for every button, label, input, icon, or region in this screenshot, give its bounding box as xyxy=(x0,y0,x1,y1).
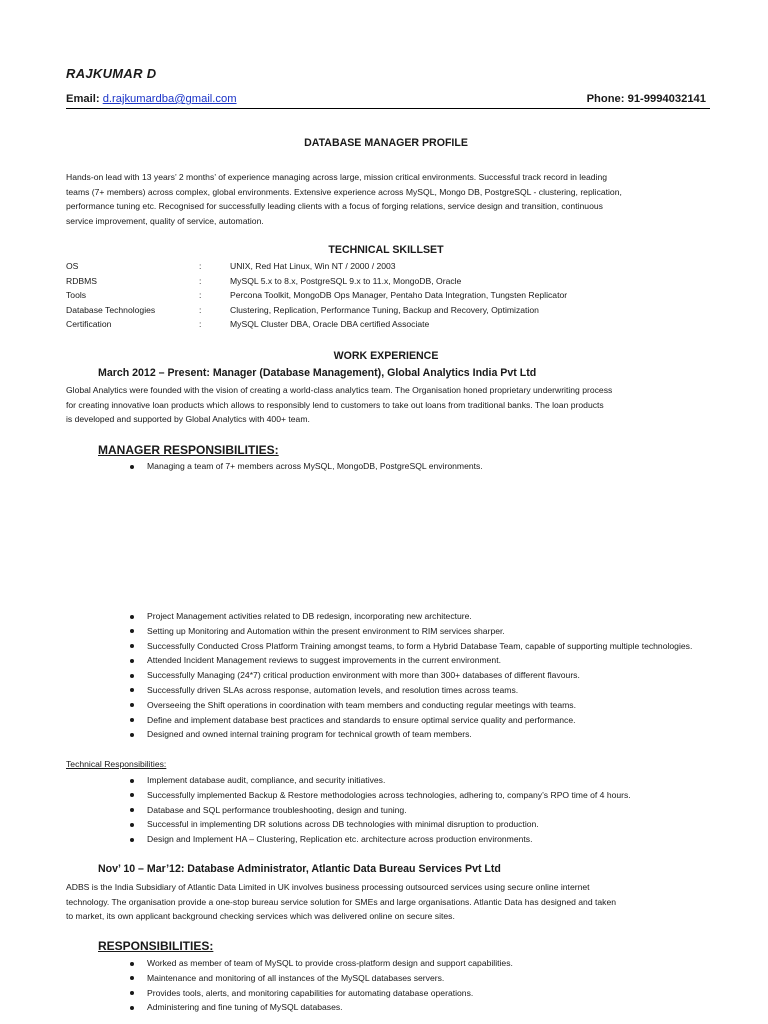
list-item xyxy=(130,1000,706,1015)
bullet-icon xyxy=(130,703,134,707)
list-item xyxy=(130,624,706,639)
list-item xyxy=(130,986,706,1001)
list-item-text: Maintenance and monitoring of all instances of the MySQL databases servers. xyxy=(147,972,445,983)
list-item xyxy=(130,713,706,728)
skill-key: Database Technologies xyxy=(66,304,156,315)
bullet-icon xyxy=(130,808,134,812)
skill-separator: : xyxy=(199,290,202,301)
work-heading: WORK EXPERIENCE xyxy=(333,350,439,362)
list-item-text: Setting up Monitoring and Automation within the present environment to RIM services sharper. xyxy=(147,625,505,636)
technical-responsibilities-heading: Technical Responsibilities: xyxy=(66,759,167,769)
list-item-text: Provides tools, alerts, and monitoring capabilities for automating database operations. xyxy=(147,987,474,998)
job1-title: March 2012 – Present: Manager (Database Management), Global Analytics India Pvt Ltd xyxy=(98,367,537,379)
candidate-name: RAJKUMAR D xyxy=(66,66,157,81)
job1-description-line: Global Analytics were founded with the vision of creating a world-class analytics team. The Organisation honed proprietary underwriting process xyxy=(66,385,613,395)
skill-row xyxy=(66,290,706,305)
bullet-icon xyxy=(130,838,134,842)
skill-value: MySQL Cluster DBA, Oracle DBA certified Associate xyxy=(230,319,430,330)
skills-heading: TECHNICAL SKILLSET xyxy=(328,244,444,256)
bullet-icon xyxy=(130,1006,134,1010)
list-item-text: Successful in implementing DR solutions across DB technologies with minimal disruption to production. xyxy=(147,819,539,830)
job1-description-line: is developed and supported by Global Analytics with 400+ team. xyxy=(66,414,310,425)
bullet-icon xyxy=(130,465,134,469)
skill-row xyxy=(66,276,706,291)
list-item xyxy=(130,773,706,788)
manager-responsibilities-first xyxy=(130,459,706,474)
skill-row xyxy=(66,319,706,334)
list-item-text: Successfully implemented Backup & Restore methodologies across technologies, adhering to, company’s RPO time of 4 hours. xyxy=(147,789,631,800)
profile-summary xyxy=(66,170,702,229)
bullet-icon xyxy=(130,733,134,737)
skill-value: Percona Toolkit, MongoDB Ops Manager, Pentaho Data Integration, Tungsten Replicator xyxy=(230,290,568,301)
skill-row xyxy=(66,305,706,320)
list-item-text: Overseeing the Shift operations in coordination with team members and conducting regular meetings with teams. xyxy=(147,699,576,710)
bullet-icon xyxy=(130,644,134,648)
responsibilities-list xyxy=(130,956,706,1015)
email-link[interactable]: d.rajkumardba@gmail.com xyxy=(102,93,237,105)
list-item xyxy=(130,698,706,713)
bullet-icon xyxy=(130,629,134,633)
list-item-text: Database and SQL performance troubleshooting, design and tuning. xyxy=(147,804,407,815)
manager-responsibilities-list xyxy=(130,609,706,742)
technical-responsibilities-list xyxy=(130,773,706,847)
list-item-text: Attended Incident Management reviews to suggest improvements in the current environment. xyxy=(147,655,501,666)
list-item-text: Design and Implement HA – Clustering, Replication etc. architecture across production environments. xyxy=(147,834,533,845)
skill-key: OS xyxy=(66,261,79,271)
job2-description xyxy=(66,880,702,924)
skill-key: Certification xyxy=(66,319,112,330)
bullet-icon xyxy=(130,718,134,722)
email-label: Email: xyxy=(66,93,100,105)
skill-value: Clustering, Replication, Performance Tuning, Backup and Recovery, Optimization xyxy=(230,304,539,315)
profile-line: Hands-on lead with 13 years’ 2 months’ of experience managing across large, mission critical environments. Successful track record in leading xyxy=(66,172,608,182)
bullet-icon xyxy=(130,688,134,692)
bullet-icon xyxy=(130,779,134,783)
skill-value: MySQL 5.x to 8.x, PostgreSQL 9.x to 11.x, MongoDB, Oracle xyxy=(230,275,462,286)
bullet-icon xyxy=(130,659,134,663)
list-item xyxy=(130,609,706,624)
list-item-text: Administering and fine tuning of MySQL databases. xyxy=(147,1002,343,1013)
list-item xyxy=(130,832,706,847)
list-item xyxy=(130,817,706,832)
list-item xyxy=(130,459,706,474)
bullet-icon xyxy=(130,823,134,827)
profile-heading: DATABASE MANAGER PROFILE xyxy=(304,137,468,149)
list-item-text: Successfully Conducted Cross Platform Training amongst teams, to form a Hybrid Database Team, capable of supporting multiple technologies. xyxy=(147,640,693,651)
manager-responsibilities-heading: MANAGER RESPONSIBILITIES: xyxy=(98,443,279,457)
bullet-icon xyxy=(130,962,134,966)
list-item xyxy=(130,956,706,971)
bullet-icon xyxy=(130,976,134,980)
list-item-text: Managing a team of 7+ members across MySQL, MongoDB, PostgreSQL environments. xyxy=(147,461,483,471)
list-item-text: Successfully driven SLAs across response, automation levels, and resolution times across teams. xyxy=(147,684,519,695)
responsibilities-heading: RESPONSIBILITIES: xyxy=(98,939,214,953)
phone-number: Phone: 91-9994032141 xyxy=(586,93,706,105)
job1-description-line: for creating innovative loan products which allows to responsibly lend to customers to take out loans from traditional banks. The loan products xyxy=(66,399,604,410)
list-item-text: Worked as member of team of MySQL to provide cross-platform design and support capabilities. xyxy=(147,958,513,968)
bullet-icon xyxy=(130,674,134,678)
list-item-text: Define and implement database best practices and standards to ensure optimal service quality and performance. xyxy=(147,714,576,725)
profile-line: teams (7+ members) across complex, global environments. Extensive experience across MySQL, Mongo DB, PostgreSQL - clustering, replication, xyxy=(66,186,622,197)
skill-key: RDBMS xyxy=(66,275,98,286)
skill-key: Tools xyxy=(66,290,87,301)
list-item-text: Successfully Managing (24*7) critical production environment with more than 300+ databases of different flavours. xyxy=(147,670,580,681)
bullet-icon xyxy=(130,991,134,995)
list-item xyxy=(130,788,706,803)
list-item-text: Implement database audit, compliance, and security initiatives. xyxy=(147,775,386,785)
list-item-text: Project Management activities related to DB redesign, incorporating new architecture. xyxy=(147,611,472,621)
skill-row xyxy=(66,261,706,276)
email-line xyxy=(66,93,237,105)
bullet-icon xyxy=(130,793,134,797)
skill-separator: : xyxy=(199,304,202,315)
skill-value: UNIX, Red Hat Linux, Win NT / 2000 / 2003 xyxy=(230,261,396,271)
job2-description-line: to market, its own applicant background checking services which was delivered online on secure sites. xyxy=(66,911,455,922)
job2-description-line: ADBS is the India Subsidiary of Atlantic Data Limited in UK involves business processing outsourced services using secure online internet xyxy=(66,882,590,892)
bullet-icon xyxy=(130,615,134,619)
list-item xyxy=(130,971,706,986)
list-item xyxy=(130,727,706,742)
skill-separator: : xyxy=(199,261,202,271)
profile-line: performance tuning etc. Recognised for successfully leading clients with a focus of forging relations, service design and transition, continuous xyxy=(66,201,603,212)
list-item xyxy=(130,683,706,698)
list-item xyxy=(130,803,706,818)
skills-table xyxy=(66,261,706,334)
job2-description-line: technology. The organisation provide a one-stop bureau service solution for SMEs and large organisations. Atlantic Data has designed and taken xyxy=(66,896,617,907)
job1-description xyxy=(66,383,702,427)
list-item xyxy=(130,653,706,668)
list-item xyxy=(130,668,706,683)
contact-bar xyxy=(66,92,710,109)
job2-title: Nov’ 10 – Mar’12: Database Administrator, Atlantic Data Bureau Services Pvt Ltd xyxy=(98,863,501,875)
skill-separator: : xyxy=(199,319,202,330)
skill-separator: : xyxy=(199,275,202,286)
profile-line: service improvement, quality of service, automation. xyxy=(66,216,264,227)
list-item xyxy=(130,639,706,654)
list-item-text: Designed and owned internal training program for technical growth of team members. xyxy=(147,729,472,740)
